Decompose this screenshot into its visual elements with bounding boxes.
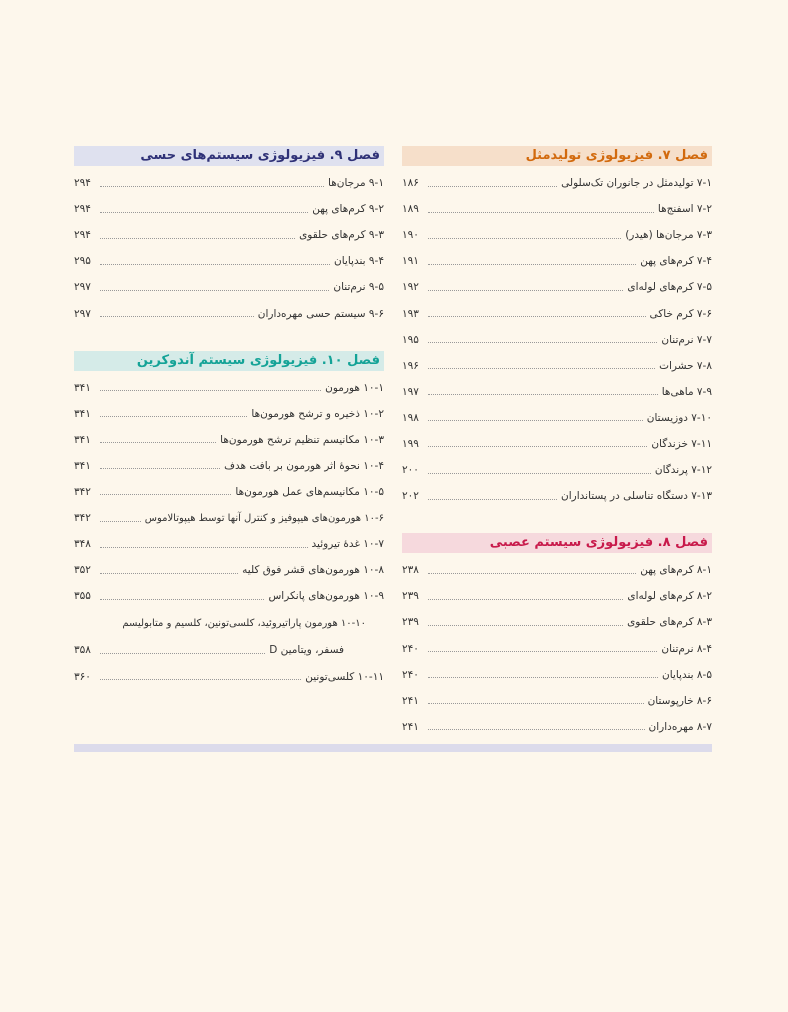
toc-entry-page: ۱۹۷ [402,385,419,398]
toc-entry[interactable] [74,583,384,609]
toc-entry-label: ۷-۱۳ دستگاه تناسلی در پستانداران [561,490,712,503]
leader-dots [100,494,231,495]
toc-entry-page: ۳۴۱ [74,433,91,446]
chapter-10-section [74,351,384,690]
toc-entry-page: ۳۴۱ [74,407,91,420]
toc-entry-label: ۸-۶ خارپوستان [647,694,712,707]
leader-dots [428,420,643,421]
leader-dots [428,394,658,395]
toc-entry[interactable] [74,248,384,274]
leader-dots [428,703,644,704]
toc-entry-label: ۷-۱۱ خزندگان [651,437,712,450]
leader-dots [100,599,264,600]
leader-dots [428,729,645,730]
toc-entry-page: ۲۴۰ [402,668,419,681]
toc-entry-page: ۱۸۶ [402,177,419,190]
toc-entry-label: ۹-۱ مرجان‌ها [328,177,384,190]
toc-entry-page: ۳۴۱ [74,459,91,472]
toc-entry-label: ۷-۱۰ دوزیستان [646,411,712,424]
toc-entry[interactable] [402,557,712,583]
toc-entry[interactable] [402,327,712,353]
toc-entry-page: ۲۴۰ [402,642,419,655]
leader-dots [100,416,247,417]
toc-entry-label: ۷-۳ مرجان‌ها (هیدر) [625,229,712,242]
toc-entry-page: ۱۹۸ [402,411,419,424]
toc-entry-label: ۷-۴ کرم‌های پهن [640,255,712,268]
toc-entry-page: ۳۶۰ [74,670,91,683]
leader-dots [428,499,557,500]
toc-entry[interactable] [74,375,384,401]
leader-dots [428,264,636,265]
toc-entry-label: ۹-۶ سیستم حسی مهره‌داران [257,307,384,320]
toc-entry[interactable] [74,479,384,505]
toc-entry[interactable] [402,274,712,300]
toc-entry-page: ۲۹۷ [74,307,91,320]
toc-entry[interactable] [402,483,712,509]
leader-dots [100,238,295,239]
toc-entry-page: ۱۹۶ [402,359,419,372]
toc-entry[interactable] [74,401,384,427]
chapter-10-title: فصل ۱۰. فیزیولوژی سیستم آندوکرین [74,351,384,371]
leader-dots [428,212,654,213]
toc-entry-label: ۱۰-۸ هورمون‌های قشر فوق کلیه [242,564,384,577]
leader-dots [428,651,657,652]
toc-entry-page: ۲۰۲ [402,490,419,503]
leader-dots [428,186,557,187]
toc-entry-label: ۸-۴ نرم‌تنان [661,642,712,655]
toc-entry[interactable] [74,427,384,453]
toc-entry-label: ۹-۳ کرم‌های حلقوی [299,229,384,242]
toc-entry-page: ۳۵۲ [74,564,91,577]
toc-entry[interactable] [74,557,384,583]
toc-entry-label: ۷-۱ تولیدمثل در جانوران تک‌سلولی [561,177,712,190]
toc-entry[interactable] [74,274,384,300]
leader-dots [428,446,647,447]
chapter-8-title: فصل ۸. فیزیولوژی سیستم عصبی [402,533,712,553]
toc-entry-page: ۱۹۵ [402,333,419,346]
toc-entry-page: ۲۴۱ [402,694,419,707]
leader-dots [100,653,265,654]
footer-divider-bar [74,744,712,752]
toc-entry-label: ۸-۷ مهره‌داران [648,720,712,733]
toc-entry-label: ۸-۳ کرم‌های حلقوی [627,616,712,629]
toc-column-left [74,146,384,690]
toc-entry-page: ۱۸۹ [402,203,419,216]
toc-entry[interactable] [402,431,712,457]
toc-entry-label: ۷-۱۲ پرندگان [654,464,712,477]
toc-entry-page: ۲۹۴ [74,229,91,242]
leader-dots [100,290,329,291]
chapter-7-section [402,146,712,509]
leader-dots [428,238,621,239]
toc-entry[interactable] [402,636,712,662]
toc-entry-page: ۲۳۹ [402,590,419,603]
toc-entry-label: ۹-۵ نرم‌تنان [333,281,384,294]
toc-entry[interactable] [402,300,712,326]
toc-entry-multiline-first[interactable] [74,609,384,637]
toc-entry-label: ۱۰-۱۰ هورمون پاراتیروئید، کلسی‌تونین، کلسیم و متابولیسم [122,617,366,629]
toc-entry[interactable] [402,714,712,740]
leader-dots [428,290,623,291]
toc-entry-page: ۳۴۸ [74,538,91,551]
leader-dots [428,473,651,474]
leader-dots [100,212,308,213]
leader-dots [428,573,636,574]
toc-entry-page: ۳۴۲ [74,512,91,525]
toc-entry[interactable] [402,248,712,274]
toc-entry-label: ۷-۸ حشرات [659,359,712,372]
toc-entry[interactable] [402,170,712,196]
toc-entry[interactable] [74,505,384,531]
toc-entry-page: ۱۹۱ [402,255,419,268]
toc-entry[interactable] [74,196,384,222]
toc-entry[interactable] [402,222,712,248]
chapter-8-section [402,533,712,740]
leader-dots [428,599,623,600]
toc-entry-page: ۱۹۹ [402,437,419,450]
leader-dots [100,468,220,469]
toc-entry-label: ۹-۲ کرم‌های پهن [312,203,384,216]
toc-entry-page: ۲۹۴ [74,203,91,216]
toc-entry[interactable] [74,664,384,690]
toc-entry-page: ۲۹۵ [74,255,91,268]
toc-entry[interactable] [402,379,712,405]
leader-dots [428,368,655,369]
leader-dots [100,442,216,443]
toc-entry[interactable] [402,457,712,483]
toc-entry-label: ۸-۱ کرم‌های پهن [640,564,712,577]
leader-dots [428,677,658,678]
leader-dots [100,547,308,548]
toc-entry-label: ۷-۲ اسفنج‌ها [657,203,712,216]
toc-entry-multiline-second[interactable] [74,637,384,663]
leader-dots [100,264,330,265]
toc-entry[interactable] [74,453,384,479]
toc-column-right [402,146,712,740]
toc-entry-page: ۱۹۲ [402,281,419,294]
toc-entry-page: ۱۹۰ [402,229,419,242]
toc-entry-label: ۱۰-۴ نحوهٔ اثر هورمون بر بافت هدف [224,459,384,472]
toc-entry-label: ۱۰-۳ مکانیسم تنظیم ترشح هورمون‌ها [220,433,384,446]
leader-dots [100,521,141,522]
toc-entry-label: ۸-۵ بندپایان [662,668,712,681]
toc-entry[interactable] [74,222,384,248]
toc-entry-page: ۲۰۰ [402,464,419,477]
toc-entry-page: ۳۴۲ [74,485,91,498]
leader-dots [100,679,301,680]
toc-entry-page: ۲۹۴ [74,177,91,190]
toc-entry-label: ۸-۲ کرم‌های لوله‌ای [627,590,712,603]
toc-entry-label: ۱۰-۱ هورمون [325,381,384,394]
toc-entry-label: ۱۰-۱۱ کلسی‌تونین [305,670,384,683]
leader-dots [100,186,324,187]
toc-entry[interactable] [402,353,712,379]
leader-dots [100,573,238,574]
toc-entry-label: ۱۰-۶ هورمون‌های هیپوفیز و کنترل آنها توسط هیپوتالاموس [144,512,384,524]
toc-entry-page: ۲۳۹ [402,616,419,629]
leader-dots [428,625,623,626]
toc-entry-page: ۳۵۸ [74,644,91,657]
toc-entry-label: ۱۰-۹ هورمون‌های پانکراس [268,590,384,603]
toc-entry[interactable] [74,170,384,196]
leader-dots [100,316,254,317]
chapter-7-title: فصل ۷. فیزیولوژی تولیدمثل [402,146,712,166]
toc-entry-page: ۳۴۱ [74,381,91,394]
toc-entry-label: ۱۰-۵ مکانیسم‌های عمل هورمون‌ها [235,485,384,498]
leader-dots [100,390,321,391]
toc-entry-label: ۷-۵ کرم‌های لوله‌ای [627,281,712,294]
toc-entry[interactable] [402,405,712,431]
toc-entry-page: ۱۹۳ [402,307,419,320]
leader-dots [428,342,657,343]
toc-entry-label: فسفر، ویتامین D [269,644,344,657]
toc-entry[interactable] [402,583,712,609]
toc-entry-label: ۱۰-۷ غدهٔ تیروئید [311,538,384,551]
section-gap [402,509,712,533]
toc-entry-page: ۲۴۱ [402,720,419,733]
toc-entry-label: ۷-۷ نرم‌تنان [661,333,712,346]
leader-dots [428,316,646,317]
toc-entry-label: ۱۰-۲ ذخیره و ترشح هورمون‌ها [251,407,384,420]
toc-entry[interactable] [402,662,712,688]
toc-entry[interactable] [74,531,384,557]
toc-entry-label: ۹-۴ بندپایان [334,255,384,268]
toc-entry-label: ۷-۶ کرم خاکی [649,307,712,320]
toc-entry-page: ۳۵۵ [74,590,91,603]
toc-entry[interactable] [402,196,712,222]
toc-entry[interactable] [402,609,712,635]
section-gap [74,327,384,351]
toc-entry-page: ۲۳۸ [402,564,419,577]
toc-entry[interactable] [74,300,384,326]
toc-entry-page: ۲۹۷ [74,281,91,294]
chapter-9-title: فصل ۹. فیزیولوژی سیستم‌های حسی [74,146,384,166]
chapter-9-section [74,146,384,327]
toc-entry-label: ۷-۹ ماهی‌ها [661,385,712,398]
toc-entry[interactable] [402,688,712,714]
